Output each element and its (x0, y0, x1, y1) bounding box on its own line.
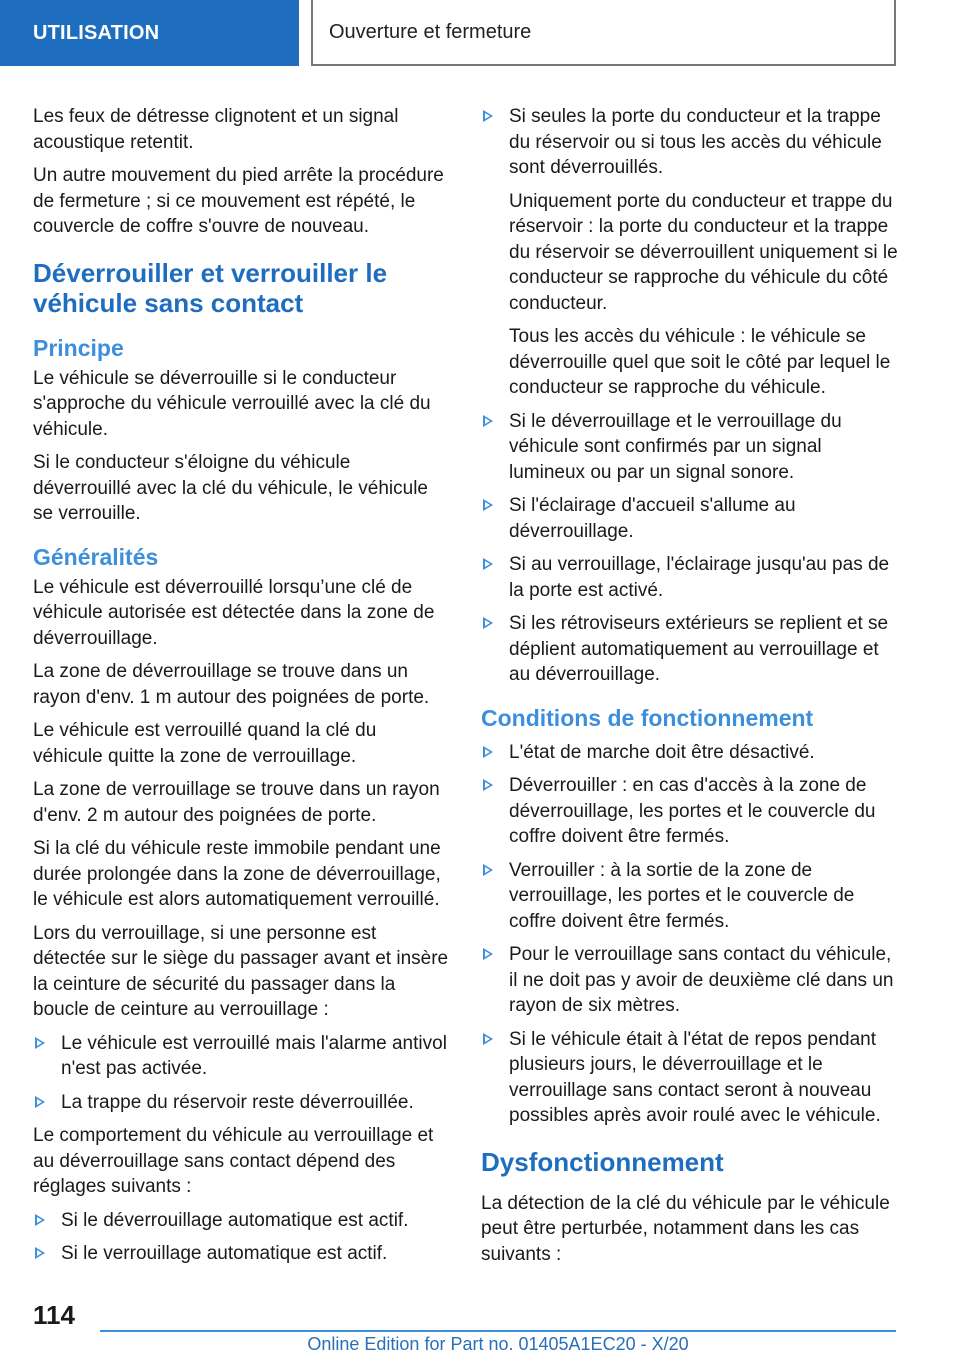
list-item: Si l'éclairage d'accueil s'allume au déverrouillage. (481, 493, 899, 544)
paragraph: La détection de la clé du véhicule par le véhicule peut être perturbée, notamment dans les cas suivants : (481, 1192, 890, 1265)
triangle-bullet-icon (35, 1214, 45, 1226)
bullet-list (33, 1031, 451, 1116)
paragraph: Le comportement du véhicule au verrouillage et au déverrouillage sans contact dépend des réglages suivants : (33, 1125, 434, 1197)
paragraph: Un autre mouvement du pied arrête la procédure de fermeture ; si ce mouvement est répété, le couvercle de coffre s'ouvre de nouveau. (33, 165, 444, 237)
paragraph: Les feux de détresse clignotent et un signal acoustique retentit. (33, 106, 399, 153)
list-item-detail: Tous les accès du véhicule : le véhicule se déverrouille quel que soit le côté par lequel le conducteur se rapproche du véhicule. (509, 326, 891, 398)
list-item: Pour le verrouillage sans contact du véhicule, il ne doit pas y avoir de deuxième clé dans un rayon de six mètres. (481, 942, 899, 1019)
list-item: Si le déverrouillage automatique est actif. (33, 1208, 451, 1234)
list-item: L'état de marche doit être désactivé. (481, 740, 899, 766)
list-item: Si au verrouillage, l'éclairage jusqu'au pas de la porte est activé. (481, 552, 899, 603)
bullet-list (33, 1208, 451, 1267)
paragraph: Si la clé du véhicule reste immobile pendant une durée prolongée dans la zone de déverrouillage, le véhicule est alors automatiquement verrouillé. (33, 838, 441, 910)
triangle-bullet-icon (483, 617, 493, 629)
triangle-bullet-icon (483, 864, 493, 876)
triangle-bullet-icon (483, 499, 493, 511)
triangle-bullet-icon (483, 558, 493, 570)
list-item: Si seules la porte du conducteur et la trappe du réservoir ou si tous les accès du véhicule sont déverrouillés. Uniquement porte du conducteur et trappe du réservoir : la porte du conducteur et la trappe du réservoir se déverrouillent uniquement si le conducteur se rapproche du véhicule du côté conducteur. Tous les accès du véhicule : le véhicule se déverrouille quel que soit le côté par lequel le conducteur se rapproche du véhicule. (481, 104, 899, 401)
triangle-bullet-icon (483, 948, 493, 960)
paragraph: Lors du verrouillage, si une personne est détectée sur le siège du passager avant et insère la ceinture de sécurité du passager dans la boucle de ceinture au verrouillage : (33, 922, 449, 1020)
triangle-bullet-icon (483, 746, 493, 758)
paragraph: Le véhicule est verrouillé quand la clé du véhicule quitte la zone de verrouillage. (33, 720, 377, 767)
subheading-conditions: Conditions de fonctionnement (481, 704, 814, 731)
paragraph: La zone de déverrouillage se trouve dans un rayon d'env. 1 m autour des poignées de porte. (33, 661, 430, 708)
subheading-generalites: Généralités (33, 543, 159, 570)
list-item: Si le verrouillage automatique est actif. (33, 1241, 451, 1267)
section-tab[interactable]: UTILISATION (0, 0, 299, 66)
chapter-title: Ouverture et fermeture (311, 0, 896, 66)
triangle-bullet-icon (483, 1033, 493, 1045)
list-item: Verrouiller : à la sortie de la zone de verrouillage, les portes et le couvercle de coffre doivent être fermés. (481, 858, 899, 935)
right-column (481, 104, 899, 1275)
section-heading: Déverrouiller et verrouiller le véhicule sans contact (33, 257, 388, 318)
triangle-bullet-icon (483, 110, 493, 122)
paragraph: Si le conducteur s'éloigne du véhicule déverrouillé avec la clé du véhicule, le véhicule se verrouille. (33, 452, 429, 524)
list-item: Si le déverrouillage et le verrouillage du véhicule sont confirmés par un signal lumineux ou par un signal sonore. (481, 409, 899, 486)
triangle-bullet-icon (35, 1247, 45, 1259)
triangle-bullet-icon (35, 1096, 45, 1108)
paragraph: Le véhicule se déverrouille si le conducteur s'approche du véhicule verrouillé avec la clé du véhicule. (33, 367, 431, 440)
footer-divider (100, 1330, 896, 1332)
paragraph: La zone de verrouillage se trouve dans un rayon d'env. 2 m autour des poignées de porte. (33, 779, 440, 826)
paragraph: Le véhicule est déverrouillé lorsqu’une clé de véhicule autorisée est détectée dans la zone de déverrouillage. (33, 576, 435, 649)
triangle-bullet-icon (483, 415, 493, 427)
triangle-bullet-icon (483, 779, 493, 791)
list-item: Si les rétroviseurs extérieurs se replient et se déplient automatiquement au verrouillage et au déverrouillage. (481, 611, 899, 688)
bullet-list (481, 740, 899, 1129)
list-item: La trappe du réservoir reste déverrouillée. (33, 1090, 451, 1116)
page-number: 114 (33, 1300, 75, 1330)
list-item: Déverrouiller : en cas d'accès à la zone de déverrouillage, les portes et le couvercle du coffre doivent être fermés. (481, 773, 899, 850)
page-header (0, 0, 960, 66)
section-heading-dysfonctionnement: Dysfonctionnement (481, 1146, 724, 1177)
list-item: Le véhicule est verrouillé mais l'alarme antivol n'est pas activée. (33, 1031, 451, 1082)
left-column (33, 104, 451, 1275)
list-item-detail: Uniquement porte du conducteur et trappe du réservoir : la porte du conducteur et la trappe du réservoir se déverrouillent uniquement si le conducteur se rapproche du véhicule du côté conducteur. (509, 190, 898, 314)
list-item: Si le véhicule était à l'état de repos pendant plusieurs jours, le déverrouillage et le verrouillage sans contact seront à nouveau possibles après avoir roulé avec le véhicule. (481, 1027, 899, 1129)
triangle-bullet-icon (35, 1037, 45, 1049)
subheading-principe: Principe (33, 334, 124, 361)
edition-link[interactable]: Online Edition for Part no. 01405A1EC20 - X/20 (307, 1334, 689, 1354)
bullet-list (481, 104, 899, 688)
